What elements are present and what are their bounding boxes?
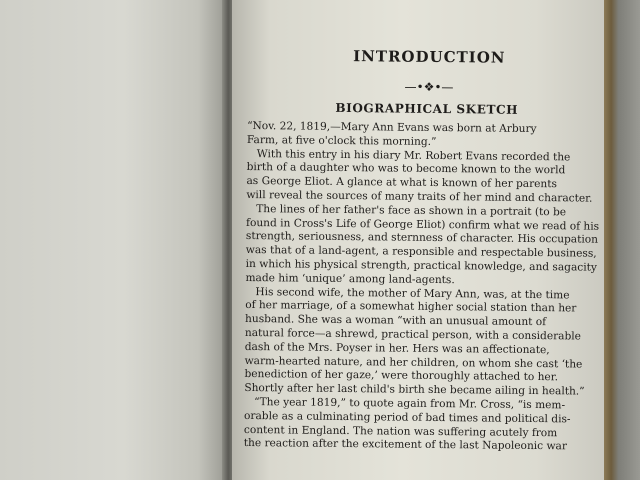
ornament-divider: —•❖•—: [404, 79, 454, 95]
page-text: [243, 40, 600, 455]
text-line: Shortly after her last child's birth she became ailing in health.”: [244, 382, 585, 398]
text-line: husband. She was a woman “with an unusual amount of: [245, 313, 547, 329]
text-line: “Nov. 22, 1819,—Mary Ann Evans was born at Arbury: [247, 119, 537, 136]
text-line: found in Cross's Life of George Eliot) confirm what we read of his: [246, 216, 600, 233]
text-line: in which his physical strength, practical knowledge, and sagacity: [245, 257, 597, 274]
text-line: benediction of her gaze,’ were thoroughly attached to her.: [244, 368, 559, 384]
text-line: of her marriage, of a somewhat higher social station than her: [245, 299, 577, 315]
section-title: BIOGRAPHICAL SKETCH: [335, 100, 519, 117]
text-line: orable as a culminating period of bad times and political dis-: [244, 409, 571, 426]
text-line: With this entry in his diary Mr. Robert Evans recorded the: [256, 147, 571, 163]
body-text: [243, 119, 600, 455]
text-line: “The year 1819,” to quote again from Mr. Cross, “is mem-: [254, 396, 566, 412]
text-line: made him ‘unique’ among land-agents.: [245, 271, 455, 286]
text-line: was that of a land-agent, a responsible and respectable business,: [245, 244, 597, 260]
text-line: dash of the Mrs. Poyser in her. Hers was an affectionate,: [244, 340, 550, 356]
text-line: strength, seriousness, and sternness of character. His occupation: [245, 230, 599, 247]
text-line: content in England. The nation was suffering acutely from: [243, 423, 558, 439]
left-blank-page: [0, 0, 225, 480]
text-line: warm-hearted nature, and her children, on whom she cast ‘the: [244, 354, 583, 371]
text-line: the reaction after the excitement of the last Napoleonic war: [243, 437, 567, 453]
text-line: birth of a daughter who was to become known to the world: [246, 161, 566, 177]
text-line: The lines of her father's face as shown in a portrait (to be: [256, 202, 567, 219]
text-line: His second wife, the mother of Mary Ann, was, at the time: [255, 285, 570, 301]
text-line: natural force—a shrewd, practical person, with a considerable: [244, 326, 582, 343]
text-line: as George Eliot. A glance at what is known of her parents: [246, 175, 558, 191]
book-cover-edge: [604, 0, 640, 480]
chapter-title: INTRODUCTION: [353, 47, 506, 67]
text-line: Farm, at five o'clock this morning.”: [246, 133, 437, 148]
text-line: will reveal the sources of many traits of her mind and character.: [246, 188, 593, 205]
